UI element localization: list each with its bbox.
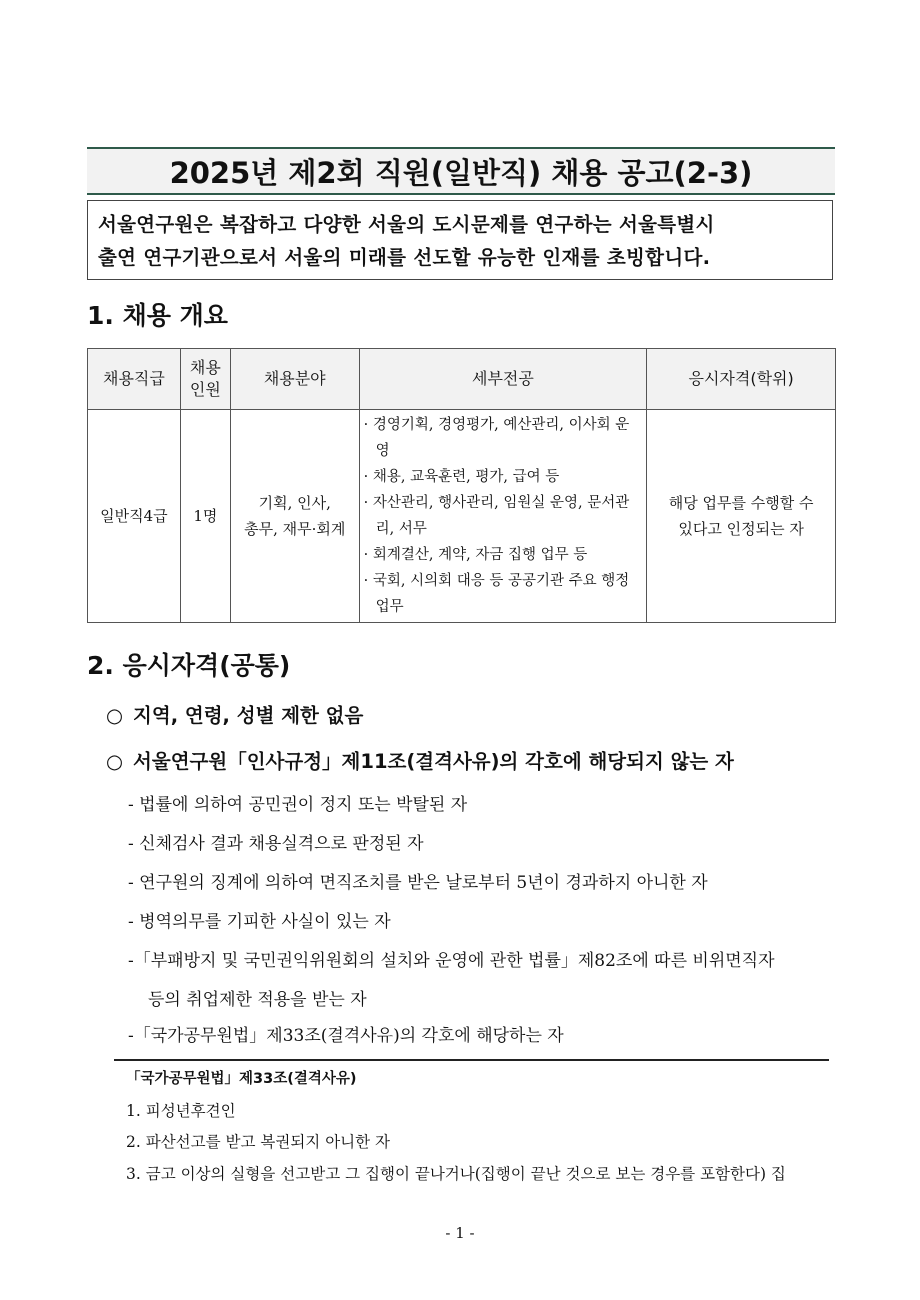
detail-item: · 경영기획, 경영평가, 예산관리, 이사회 운영 bbox=[363, 417, 630, 459]
law-box-divider bbox=[114, 1059, 829, 1061]
table-row bbox=[88, 410, 836, 623]
disqualification-item-continued: 등의 취업제한 적용을 받는 자 bbox=[148, 990, 367, 1010]
qualification-item-text: 지역, 연령, 성별 제한 없음 bbox=[133, 704, 364, 727]
circle-bullet-icon: ○ bbox=[106, 750, 124, 773]
detail-item: · 채용, 교육훈련, 평가, 급여 등 bbox=[363, 469, 560, 485]
table-header-row bbox=[88, 349, 836, 410]
cell-detail bbox=[359, 410, 647, 623]
detail-item: · 국회, 시의회 대응 등 공공기관 주요 행정업무 bbox=[363, 573, 630, 615]
cell-grade: 일반직4급 bbox=[88, 410, 181, 623]
section-1-heading: 1. 채용 개요 bbox=[87, 301, 228, 330]
header-detail: 세부전공 bbox=[359, 349, 647, 410]
intro-box bbox=[87, 200, 833, 280]
page-number: - 1 - bbox=[445, 1224, 475, 1242]
cell-qualification-line-2: 있다고 인정되는 자 bbox=[678, 520, 804, 538]
section-2-heading: 2. 응시자격(공통) bbox=[87, 651, 291, 680]
header-grade: 채용직급 bbox=[88, 349, 181, 410]
cell-qualification-line-1: 해당 업무를 수행할 수 bbox=[668, 494, 814, 512]
page-title: 2025년 제2회 직원(일반직) 채용 공고(2-3) bbox=[87, 147, 835, 195]
detail-item: · 회계결산, 계약, 자금 집행 업무 등 bbox=[363, 547, 588, 563]
header-field: 채용분야 bbox=[230, 349, 359, 410]
law-box-title: 「국가공무원법」제33조(결격사유) bbox=[126, 1071, 357, 1087]
law-item: 2. 파산선고를 받고 복권되지 아니한 자 bbox=[126, 1133, 391, 1151]
law-item: 3. 금고 이상의 실형을 선고받고 그 집행이 끝나거나(집행이 끝난 것으로 보는 경우를 포함한다) 집 bbox=[126, 1165, 786, 1183]
cell-field-line-2: 총무, 재무·회계 bbox=[244, 520, 346, 538]
recruit-table bbox=[87, 348, 836, 623]
cell-field-line-1: 기획, 인사, bbox=[258, 494, 331, 512]
qualification-item-text: 서울연구원「인사규정」제11조(결격사유)의 각호에 해당되지 않는 자 bbox=[133, 750, 734, 773]
disqualification-item: - 법률에 의하여 공민권이 정지 또는 박탈된 자 bbox=[128, 795, 468, 815]
disqualification-item: - 연구원의 징계에 의하여 면직조치를 받은 날로부터 5년이 경과하지 아니한 자 bbox=[128, 873, 708, 893]
header-count bbox=[180, 349, 230, 410]
disqualification-item: -「부패방지 및 국민권익위원회의 설치와 운영에 관한 법률」제82조에 따른 비위면직자 bbox=[128, 951, 775, 971]
header-count-text: 채용 인원 bbox=[189, 358, 221, 399]
intro-line-1: 서울연구원은 복잡하고 다양한 서울의 도시문제를 연구하는 서울특별시 bbox=[98, 213, 715, 236]
disqualification-item: - 신체검사 결과 채용실격으로 판정된 자 bbox=[128, 834, 424, 854]
cell-qualification bbox=[647, 410, 836, 623]
header-qualification: 응시자격(학위) bbox=[647, 349, 836, 410]
law-item: 1. 피성년후견인 bbox=[126, 1102, 236, 1120]
intro-line-2: 출연 연구기관으로서 서울의 미래를 선도할 유능한 인재를 초빙합니다. bbox=[98, 246, 711, 269]
disqualification-item: - 병역의무를 기피한 사실이 있는 자 bbox=[128, 912, 391, 932]
qualification-item bbox=[106, 700, 363, 728]
detail-item: · 자산관리, 행사관리, 임원실 운영, 문서관리, 서무 bbox=[363, 495, 630, 537]
cell-field bbox=[230, 410, 359, 623]
circle-bullet-icon: ○ bbox=[106, 704, 124, 727]
disqualification-item: -「국가공무원법」제33조(결격사유)의 각호에 해당하는 자 bbox=[128, 1026, 564, 1046]
qualification-item bbox=[106, 746, 734, 774]
cell-count: 1명 bbox=[180, 410, 230, 623]
